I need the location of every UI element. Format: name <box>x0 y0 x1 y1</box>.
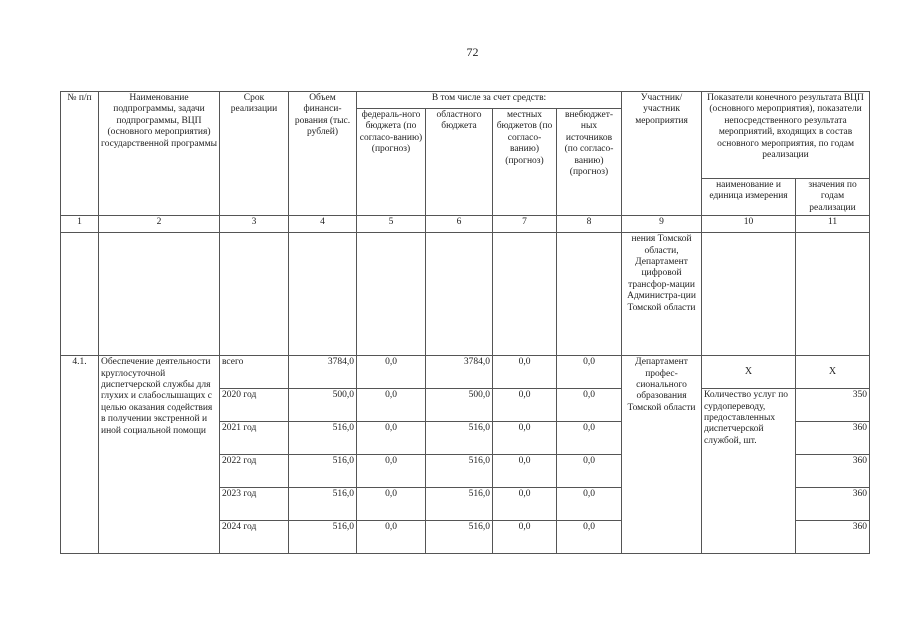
row-regional: 516,0 <box>426 422 493 455</box>
row-extra: 0,0 <box>557 455 622 488</box>
row-term: 2024 год <box>220 521 289 554</box>
header-federal: федераль-ного бюджета (по согласо-ванию) (прогноз) <box>357 109 426 216</box>
activity-participant: Департамент профес-сионального образования Томской области <box>622 356 702 554</box>
row-value: 360 <box>796 521 870 554</box>
row-term: 2021 год <box>220 422 289 455</box>
row-regional: 516,0 <box>426 455 493 488</box>
column-number: 11 <box>796 216 870 233</box>
row-value: 360 <box>796 422 870 455</box>
column-number: 3 <box>220 216 289 233</box>
column-number: 8 <box>557 216 622 233</box>
row-value: 360 <box>796 488 870 521</box>
row-local: 0,0 <box>493 455 557 488</box>
activity-name: Обеспечение деятельности круглосуточной диспетчерской службы для глухих и слабослышащих с целью оказания содействия в получении экстренной и иной социальной помощи <box>99 356 220 554</box>
table-row <box>61 356 870 389</box>
row-federal: 0,0 <box>357 455 426 488</box>
header-term: Срок реализации <box>220 92 289 216</box>
row-federal: 0,0 <box>357 488 426 521</box>
row-volume: 500,0 <box>289 389 357 422</box>
row-regional: 500,0 <box>426 389 493 422</box>
header-participant: Участник/ участник мероприятия <box>622 92 702 216</box>
header-name: Наименование подпрограммы, задачи подпрограммы, ВЦП (основного мероприятия) государственной программы <box>99 92 220 216</box>
row-extra: 0,0 <box>557 521 622 554</box>
row-extra: 0,0 <box>557 389 622 422</box>
column-number: 7 <box>493 216 557 233</box>
header-volume: Объем финанси-рования (тыс. рублей) <box>289 92 357 216</box>
row-regional: 516,0 <box>426 488 493 521</box>
column-number: 9 <box>622 216 702 233</box>
row-volume: 516,0 <box>289 422 357 455</box>
header-num: № п/п <box>61 92 99 216</box>
row-federal: 0,0 <box>357 521 426 554</box>
row-term: 2020 год <box>220 389 289 422</box>
row-term: 2023 год <box>220 488 289 521</box>
row-value: 350 <box>796 389 870 422</box>
activity-number: 4.1. <box>61 356 99 554</box>
column-numbers-row <box>61 216 870 233</box>
row-volume: 3784,0 <box>289 356 357 389</box>
row-federal: 0,0 <box>357 389 426 422</box>
row-volume: 516,0 <box>289 488 357 521</box>
row-local: 0,0 <box>493 389 557 422</box>
header-indicator-values: значения по годам реализации <box>796 179 870 216</box>
column-number: 5 <box>357 216 426 233</box>
row-local: 0,0 <box>493 488 557 521</box>
header-extra: внебюджет-ных источников (по согласо-ванию) (прогноз) <box>557 109 622 216</box>
indicator-x-mark: X <box>702 356 796 389</box>
row-volume: 516,0 <box>289 521 357 554</box>
row-local: 0,0 <box>493 422 557 455</box>
row-term: всего <box>220 356 289 389</box>
row-value: 360 <box>796 455 870 488</box>
row-federal: 0,0 <box>357 422 426 455</box>
page-number: 72 <box>466 45 479 59</box>
program-table <box>60 91 870 554</box>
header-indicators-group: Показатели конечного результата ВЦП (основного мероприятия), показатели непосредственного результата мероприятий, входящих в состав основного мероприятия, по годам реализации <box>702 92 870 179</box>
header-sources-group: В том числе за счет средств: <box>357 92 622 109</box>
indicator-name: Количество услуг по сурдопереводу, предоставленных диспетчерской службой, шт. <box>702 389 796 554</box>
header-indicator-name: наименование и единица измерения <box>702 179 796 216</box>
column-number: 1 <box>61 216 99 233</box>
continuation-row <box>61 233 870 356</box>
row-extra: 0,0 <box>557 488 622 521</box>
row-regional: 516,0 <box>426 521 493 554</box>
row-volume: 516,0 <box>289 455 357 488</box>
header-regional: областного бюджета <box>426 109 493 216</box>
column-number: 4 <box>289 216 357 233</box>
continuation-participant: нения Томской области, Департамент цифровой трансфор-мации Администра-ции Томской области <box>622 233 702 356</box>
row-extra: 0,0 <box>557 422 622 455</box>
column-number: 10 <box>702 216 796 233</box>
row-term: 2022 год <box>220 455 289 488</box>
column-number: 6 <box>426 216 493 233</box>
header-local: местных бюджетов (по согласо-ванию) (прогноз) <box>493 109 557 216</box>
column-number: 2 <box>99 216 220 233</box>
row-federal: 0,0 <box>357 356 426 389</box>
row-extra: 0,0 <box>557 356 622 389</box>
row-regional: 3784,0 <box>426 356 493 389</box>
row-local: 0,0 <box>493 356 557 389</box>
row-value: X <box>796 356 870 389</box>
row-local: 0,0 <box>493 521 557 554</box>
